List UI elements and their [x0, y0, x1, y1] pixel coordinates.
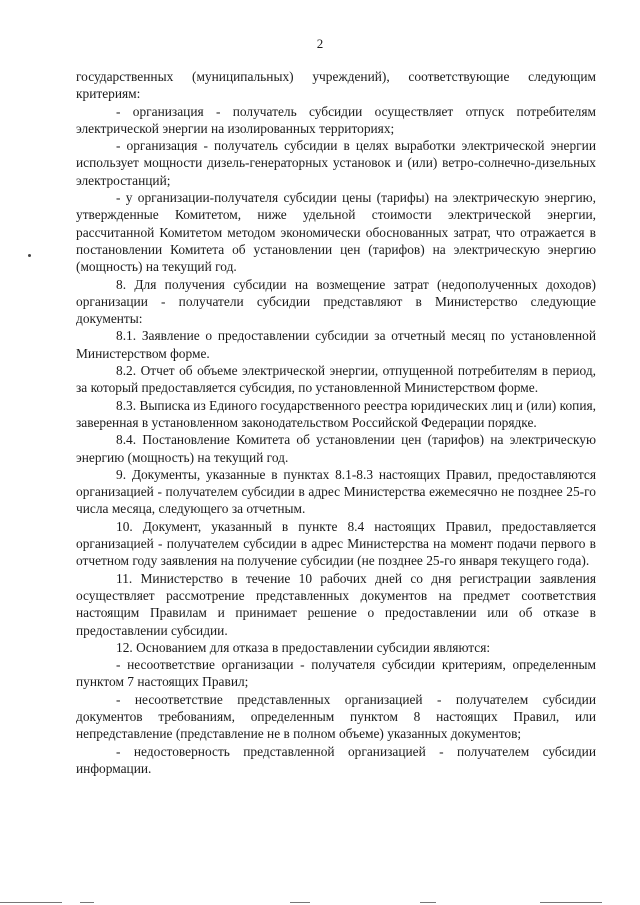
stray-dot-mark [28, 254, 31, 257]
paragraph-item-8-4: 8.4. Постановление Комитета об установлении цен (тарифов) на электрическую энергию (мощность) на текущий год. [76, 432, 596, 465]
paragraph-refusal-criteria: - несоответствие организации - получателя субсидии критериям, определенным пунктом 7 настоящих Правил; [76, 657, 596, 690]
bottom-rule-mid-b [290, 902, 310, 903]
bottom-rule-left [0, 902, 62, 903]
paragraph-item-12: 12. Основанием для отказа в предоставлении субсидии являются: [116, 639, 491, 655]
paragraph-criteria-intro: государственных (муниципальных) учреждений), соответствующие следующим критериям: [76, 69, 596, 102]
page-number: 2 [316, 36, 324, 51]
paragraph-criterion-diesel: - организация - получатель субсидии в целях выработки электрической энергии использует мощности дизель-генераторных установок и (или) ветро-солнечно-дизельных электростанций; [76, 138, 596, 188]
bottom-rule-mid-c [420, 902, 436, 903]
paragraph-item-10: 10. Документ, указанный в пункте 8.4 настоящих Правил, предоставляется организацией - получателем субсидии в адрес Министерства на момент подачи первого в отчетном году заявления на получение субсидии (не позднее 25-го января текущего года). [76, 518, 596, 569]
document-body [76, 68, 596, 777]
paragraph-refusal-documents: - несоответствие представленных организацией - получателем субсидии документов требованиям, определенным пунктом 8 настоящих Правил, или непредставление (представление не в полном объеме) указанных документов; [76, 691, 596, 742]
paragraph-item-11: 11. Министерство в течение 10 рабочих дней со дня регистрации заявления осуществляет рассмотрение представленных документов на предмет соответствия настоящим Правилам и принимает решение о предоставлении или об отказе в предоставлении субсидии. [76, 570, 596, 638]
paragraph-criterion-tariff: - у организации-получателя субсидии цены (тарифы) на электрическую энергию, утвержденные Комитетом, ниже удельной стоимости электрической энергии, рассчитанной Комитетом методом экономически обоснованных затрат, что отражается в постановлении Комитета об установлении цен (тарифов) на электрическую энергию (мощность) на текущий год. [76, 190, 596, 275]
bottom-rule-right [540, 902, 602, 903]
paragraph-item-8: 8. Для получения субсидии на возмещение затрат (недополученных доходов) организации - получатели субсидии представляют в Министерство следующие документы: [76, 276, 596, 327]
paragraph-item-8-1: 8.1. Заявление о предоставлении субсидии за отчетный месяц по установленной Министерством форме. [76, 328, 596, 361]
paragraph-item-8-3: 8.3. Выписка из Единого государственного реестра юридических лиц и (или) копия, заверенная в установленном законодательством Российской Федерации порядке. [76, 397, 596, 430]
paragraph-item-9: 9. Документы, указанные в пунктах 8.1-8.3 настоящих Правил, предоставляются организацией - получателем субсидии в адрес Министерства ежемесячно не позднее 25-го числа месяца, следующего за отчетным. [76, 466, 596, 517]
paragraph-refusal-unreliable: - недостоверность представленной организацией - получателем субсидии информации. [76, 743, 596, 776]
paragraph-criterion-isolated: - организация - получатель субсидии осуществляет отпуск потребителям электрической энергии на изолированных территориях; [76, 103, 596, 136]
paragraph-item-8-2: 8.2. Отчет об объеме электрической энергии, отпущенной потребителям в период, за который предоставляется субсидия, по установленной Министерством форме. [76, 363, 596, 396]
bottom-rule-mid-a [80, 902, 94, 903]
